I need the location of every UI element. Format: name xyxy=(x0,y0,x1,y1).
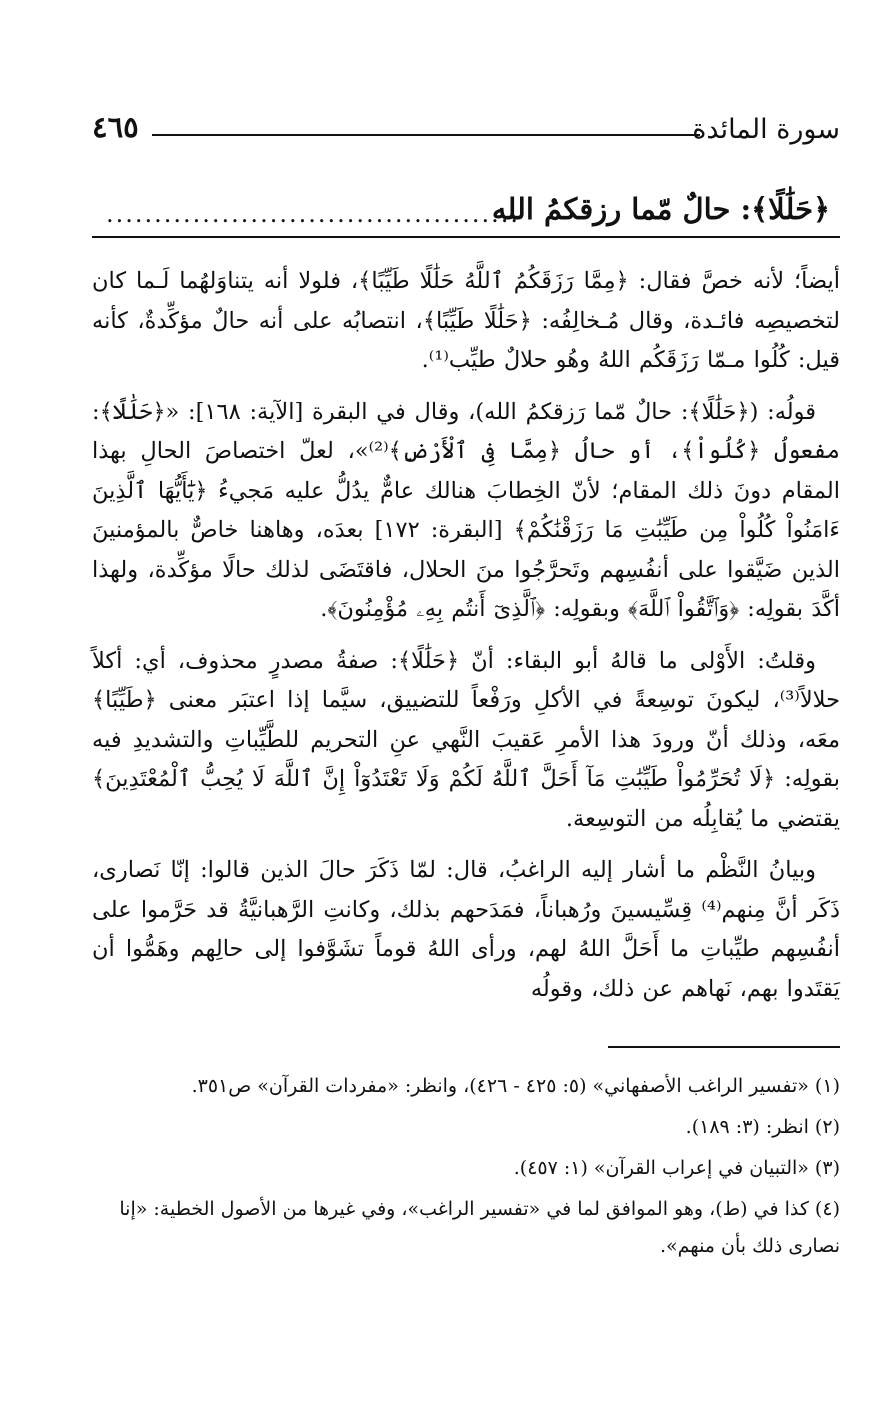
section-title xyxy=(92,190,840,238)
footnotes xyxy=(92,1068,840,1269)
paragraph-1: أيضاً؛ لأنه خصَّ فقال: ﴿مِمَّا رَزَقَكُمُ ٱللَّهُ حَلَٰلًا طَيِّبًا﴾، فلولا أنه يتناوَلهُما لَـما كان لتخصيصِه فائـدة، وقال مُـخالِفُه: ﴿حَلَٰلًا طَيِّبًا﴾، انتصابُه على أنه حالٌ مؤكِّدةٌ، كأنه قيل: كُلُوا مـمّا رَزَقَكُم اللهُ وهُو حلالٌ طيِّب⁽¹⁾. xyxy=(92,268,840,373)
paragraph-3: وقلتُ: الأَوْلى ما قالهُ أبو البقاء: أنّ ﴿حَلَٰلًا﴾: صفةُ مصدرٍ محذوف، أي: أكلاً حلالاً⁽³⁾، ليكونَ توسِعةً في الأكلِ ورَفْعاً للتضييق، سيَّما إذا اعتبَر معنى ﴿طَيِّبًا﴾ معَه، وذلك أنّ ورودَ هذا الأمرِ عَقيبَ النَّهي عنِ التحريم للطَّيِّباتِ والتشديدِ فيه بقولِه: ﴿لَا تُحَرِّمُواْ طَيِّبَٰتِ مَآ أَحَلَّ ٱللَّهُ لَكُمْ وَلَا تَعْتَدُوٓاْ إِنَّ ٱللَّهَ لَا يُحِبُّ ٱلْمُعْتَدِينَ﴾ يقتضي ما يُقابِلُه من التوسِعة. xyxy=(92,647,840,832)
paragraph-4: وبيانُ النَّظْم ما أشار إليه الراغبُ، قال: لمّا ذَكَرَ حالَ الذين قالوا: إنّا نَصارى، ذَكَر أنَّ مِنهم⁽⁴⁾ قِسِّيسينَ ورُهباناً، فمَدَحهم بذلك، وكانتِ الرَّهبانيَّةُ قد حَرَّموا على أنفُسِهم طيِّباتِ ما أَحَلَّ اللهُ لهم، ورأى اللهُ قوماً تشَوَّفوا إلى حالِهم وهَمُّوا أن يَقتَدوا بهم، نَهاهم عن ذلك، وقولُه xyxy=(92,857,840,1002)
footnote-2: (٢) انظر: (٣: ١٨٩). xyxy=(685,1116,840,1138)
footnote-3: (٣) «التبيان في إعراب القرآن» (١: ٤٥٧). xyxy=(513,1157,840,1179)
surah-name: سورة المائدة xyxy=(692,114,840,145)
section-title-dots: ........................................... xyxy=(106,200,521,228)
book-page xyxy=(92,0,840,1414)
footnote-4: (٤) كذا في (ط)، وهو الموافق لما في «تفسير الراغب»، وفي غيرها من الأصول الخطية: «إنا نصارى ذلك بأن منهم». xyxy=(119,1198,840,1257)
header-rule xyxy=(152,134,700,136)
footnote-1: (١) «تفسير الراغب الأصفهاني» (٥: ٤٢٥ - ٤٢٦)، وانظر: «مفردات القرآن» ص٣٥١. xyxy=(191,1075,840,1097)
page-number: ٤٦٥ xyxy=(92,110,139,144)
section-title-text: ﴿حَلَٰلًا﴾: حالٌ مّما رزقكمُ الله xyxy=(491,192,830,226)
running-header xyxy=(92,110,840,154)
footnote-separator xyxy=(608,1046,840,1048)
paragraph-2: قولُه: (﴿حَلَٰلًا﴾: حالٌ مّما رَزقكمُ الله)، وقال في البقرة [الآية: ١٦٨]: «﴿حَلَٰلًا﴾: مفعولُ ﴿كُلُواْ﴾، أو حالُ ﴿مِمَّا فِى ٱلْأَرْضِ﴾⁽²⁾»، لعلّ اختصاصَ الحالِ بهذا المقام دونَ ذلك المقام؛ لأنّ الخِطابَ هنالك عامٌّ يدُلُّ عليه مَجيءُ ﴿يَٰٓأَيُّهَا ٱلَّذِينَ ءَامَنُواْ كُلُواْ مِن طَيِّبَٰتِ مَا رَزَقْنَٰكُمْ﴾ [البقرة: ١٧٢] بعدَه، وهاهنا خاصٌّ بالمؤمنينَ الذين ضَيَّقوا على أنفُسِهم وتَحرَّجُوا منَ الحلال، فاقتَضَى لذلك حالًا مؤكِّدة، ولهذا أكَّدَ بقولِه: ﴿وَٱتَّقُواْ ٱللَّهَ﴾ وبقولِه: ﴿ٱلَّذِىٓ أَنتُم بِهِۦ مُؤْمِنُونَ﴾. xyxy=(92,398,840,622)
body-text xyxy=(92,262,840,1021)
